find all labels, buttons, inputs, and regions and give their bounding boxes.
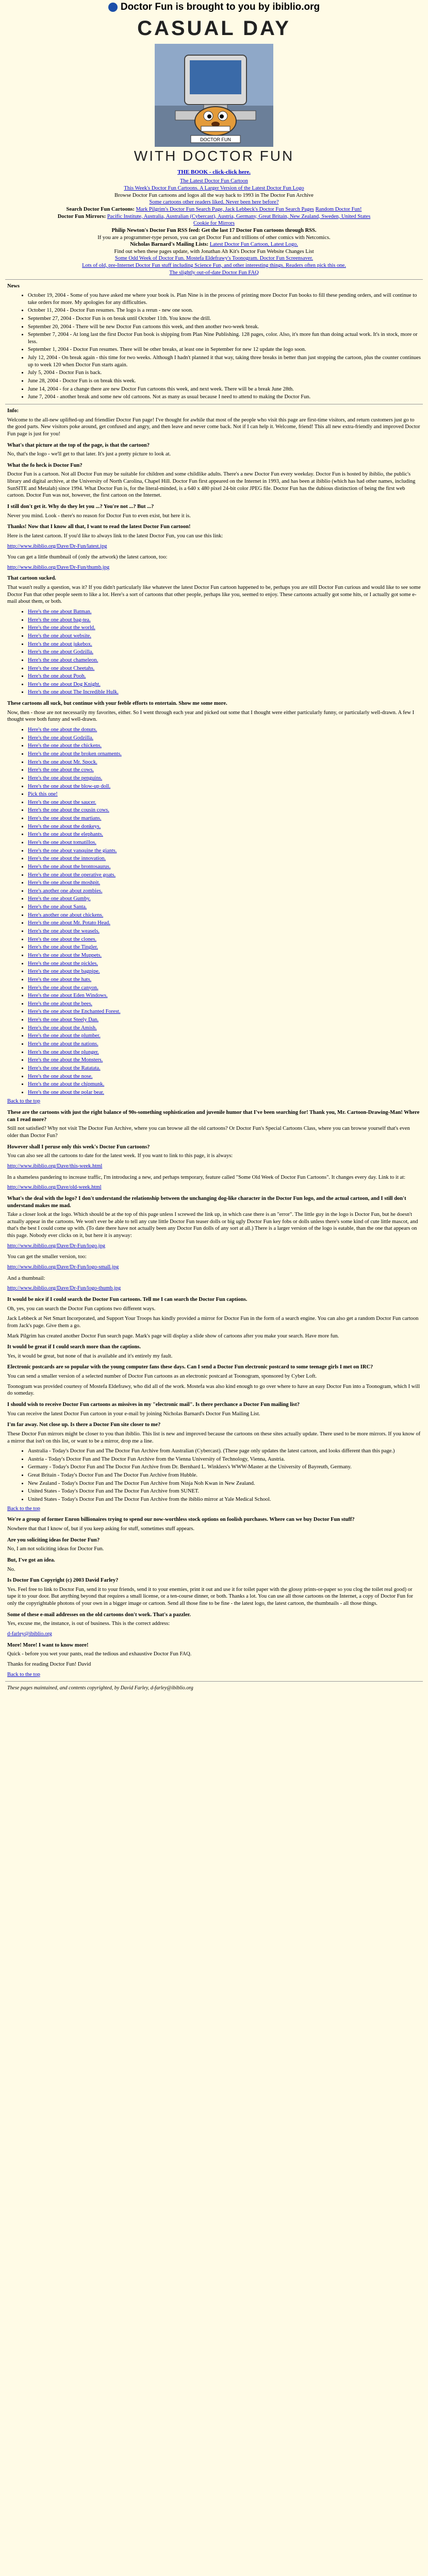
news-item: • October 19, 2004 - Some of you have asked me where your book is. Plan Nine is in the process of printing more Doctor Fun books to fill these pending orders, and will continue to take orders for more. My apologies for any difficulties. — [28, 292, 421, 306]
top-links — [0, 178, 428, 276]
faq-question: What's that picture at the top of the page, is that the cartoon? — [7, 442, 150, 448]
list-item[interactable]: • Here's the one about the cousin cows. — [28, 807, 421, 814]
faq-answer: Still not satisfied? Why not visit The Doctor Fun Archive, where you can browse all the old cartoons? Or Doctor Fun's Special Cartoons Class, where you can browse yourself that's even older than Doctor Fun? — [7, 1126, 410, 1139]
faq-question: These are the cartoons with just the right balance of 90s-something sophistication and juvenile humor that I've been searching for! Thank you, Mr. Cartoon-Drawing-Man! Where can I read more? — [7, 1110, 420, 1123]
faq-question: These cartoons all suck, but continue with your feeble efforts to entertain. Show me some more. — [7, 701, 227, 707]
faq-answer: Mark Pilgrim has created another Doctor Fun search page. Mark's page will display a slide show of cartoons after you make your search. Have more fun. — [7, 1333, 339, 1339]
list-item[interactable]: • Here's the one about the pickles. — [28, 960, 421, 968]
this-week-link[interactable]: This Week's Doctor Fun Cartoons. A Larger Version of the Latest Doctor Fun Logo — [124, 185, 304, 192]
list-item[interactable]: • Here's the one about the saucer. — [28, 799, 421, 806]
faq-question: But, I've got an idea. — [7, 1557, 55, 1563]
list-item[interactable]: • Here's another one about zombies. — [28, 888, 421, 895]
book-link[interactable]: THE BOOK - click-click here. — [177, 169, 251, 176]
list-item[interactable]: • Here's the one about the canyon. — [28, 985, 421, 992]
this-week-url-link[interactable]: http://www.ibiblio.org/Dave/this-week.html — [7, 1163, 103, 1169]
others-liked-link[interactable]: Some cartoons other readers liked. Never been here before? — [149, 199, 279, 206]
list-item[interactable]: • Here's the one about the elephants. — [28, 831, 421, 838]
faq-answer: These Doctor Fun mirrors might be closer to you than ibiblio. This list is new and improved because the cartoons on these sites actually update. There used to be more mirrors. If you know of a mirror that isn't on this list, or want to be a mirror, drop me a line. — [7, 1431, 421, 1444]
list-item[interactable]: • New Zealand - Today's Doctor Fun and The Doctor Fun Archive from Ninja Noh Kwan in New Zealand. — [28, 1480, 421, 1487]
faq-answer: You can also see all the cartoons to date for the latest week. If you want to link to this page, it is always: — [7, 1153, 233, 1159]
list-item[interactable]: • Here's the one about jukebox. — [28, 641, 421, 648]
list-item[interactable]: • Here's the one about the Enchanted Forest. — [28, 1008, 421, 1015]
info-heading: Info: — [7, 408, 19, 414]
faq-answer: Thanks for reading Doctor Fun! David — [7, 1661, 91, 1667]
list-item[interactable]: • Great Britain - Today's Doctor Fun and The Doctor Fun Archive from Hubble. — [28, 1472, 421, 1479]
news-item: • June 7, 2004 - another break and some new old cartoons. Not as many as usual because I need to attend to making the Doctor Fun. — [28, 394, 421, 401]
footer-text: These pages maintained, and contents copyrighted, by David Farley, d-farley@ibiblio.org — [7, 1685, 193, 1691]
list-item[interactable]: • Here's the one about the brontosaurus. — [28, 863, 421, 871]
faq-link[interactable]: The slightly out-of-date Doctor Fun FAQ — [169, 269, 259, 276]
news-item: • September 20, 2004 - There will be new Doctor Fun cartoons this week, and then another two-week break. — [28, 324, 421, 331]
email-link[interactable]: d-farley@ibiblio.org — [7, 1631, 52, 1637]
list-item[interactable]: • Pick this one! — [28, 791, 421, 798]
news-heading: News — [7, 283, 20, 290]
faq-question: It would be nice if I could search the Doctor Fun cartoons. Tell me I can search the Doctor Fun captions. — [7, 1296, 248, 1302]
list-item[interactable]: • Here's the one about the moshpit. — [28, 879, 421, 887]
faq-answer: Nowhere that that I know of, but if you keep asking for stuff, sometimes stuff appears. — [7, 1526, 194, 1532]
cookie-mirrors-link[interactable]: Cookie for Mirrors — [193, 221, 235, 227]
logo-artwork[interactable] — [155, 44, 273, 147]
list-item[interactable]: • Here's the one about The Incredible Hulk. — [28, 689, 421, 696]
faq-answer: In a shameless pandering to increase traffic, I'm introducing a new, and perhaps temporary, feature called "Some Old Week of Doctor Fun Cartoons". It changes every day. Link to it at: — [7, 1174, 405, 1180]
faq-question: It would be great if I could search more than the captions. — [7, 1344, 141, 1350]
mirrors-links[interactable]: Pacific Institute, Australia, Australian (Cybercast), Austria, Germany, Great Britain, New Zealand, Sweden, United States — [107, 213, 371, 219]
info-section — [0, 408, 428, 1678]
divider — [5, 279, 423, 280]
random-link[interactable]: Random Doctor Fun! — [315, 206, 362, 212]
brought-to-you-text[interactable]: Doctor Fun is brought to you by ibiblio.org — [120, 2, 320, 12]
list-item[interactable]: • Here's the one about the donuts. — [28, 726, 421, 734]
news-item: • June 28, 2004 - Doctor Fun is on break this week. — [28, 378, 421, 385]
faq-question: What's the deal with the logo? I don't understand the relationship between the unchanging dog-like character in the Doctor Fun logo, and the actual cartoon, and I still don't understand makes me mad. — [7, 1195, 406, 1209]
list-item[interactable]: • Here's the one about the Tingler. — [28, 944, 421, 951]
faq-question: What the fo heck is Doctor Fun? — [7, 462, 83, 468]
search-pages-link[interactable]: Mark Pilgrim's Doctor Fun Search Page, Jack Lebbeck's Doctor Fun Search Pages — [136, 206, 315, 212]
list-item[interactable]: • Austria - Today's Doctor Fun and The Doctor Fun Archive from the Vienna University of Technology, Vienna, Austria. — [28, 1456, 421, 1463]
rss-line[interactable]: Philip Newton's Doctor Fun RSS feed: Get the last 17 Doctor Fun cartoons through RSS. — [111, 227, 317, 233]
list-item[interactable]: • United States - Today's Doctor Fun and The Doctor Fun Archive from SUNET. — [28, 1488, 421, 1495]
list-item[interactable]: • Here's the one about Mr. Spock. — [28, 759, 421, 766]
faq-answer: Yes, excuse me, the instance, is out of business. This is the correct address: — [7, 1621, 170, 1627]
list-item[interactable]: • Here's the one about the clones. — [28, 936, 421, 943]
list-item[interactable]: • Here's the one about the operative goats. — [28, 872, 421, 879]
list-item[interactable]: • Here's the one about Godzilla. — [28, 649, 421, 656]
list-item[interactable]: • Here's the one about Batman. — [28, 608, 421, 616]
list-item[interactable]: • Here's the one about Eden Windows. — [28, 992, 421, 999]
list-item[interactable]: • Here's the one about the chickens. — [28, 742, 421, 750]
faq-answer: You can get the smaller version, too: — [7, 1254, 87, 1260]
banner-subtitle: WITH DOCTOR FUN — [134, 147, 294, 164]
mailing-links[interactable]: Latest Doctor Fun Cartoon, Latest Logo. — [209, 242, 298, 248]
ibiblio-icon — [108, 3, 118, 12]
faq-question: We're a group of former Enron billionaires trying to spend our now-worthless stock options on foolish purchases. Where can we buy Doctor Fun stuff? — [7, 1517, 355, 1523]
odd-week-line[interactable]: Some Odd Week of Doctor Fun. Mostefa Eldefrawy's Toonogram. Doctor Fun Screensaver. — [114, 256, 314, 262]
list-item[interactable]: • Here's the one about the blow-up doll. — [28, 783, 421, 790]
logo-thumb-url-link[interactable]: http://www.ibiblio.org/Dave/Dr-Fun/logo-thumb.jpg — [7, 1285, 121, 1292]
list-item[interactable]: • Here's the one about the plumber. — [28, 1032, 421, 1040]
news-item: • July 5, 2004 - Doctor Fun is back. — [28, 369, 421, 377]
back-to-top-link[interactable]: Back to the top — [7, 1505, 40, 1512]
mailing-line: Nicholas Barnard's Mailing Lists: Latest Doctor Fun Cartoon, Latest Logo. — [130, 242, 298, 248]
old-week-url-link[interactable]: http://www.ibiblio.org/Dave/old-week.html — [7, 1184, 102, 1191]
news-item: • September 1, 2004 - Doctor Fun resumes. There will be other breaks, at least one in September for new 12 update the logo soon. — [28, 346, 421, 353]
svg-text:DOCTOR FUN: DOCTOR FUN — [200, 137, 231, 142]
list-item[interactable]: • Here's the one about Cheetahs. — [28, 665, 421, 672]
mirror-list — [7, 1448, 421, 1503]
faq-question: Electronic postcards are so popular with the young computer fans these days. Can I send a Doctor Fun electronic postcard to some teenage girls I met on IRC? — [7, 1364, 373, 1370]
back-to-top-link[interactable]: Back to the top — [7, 1671, 40, 1677]
faq-answer: Oh, yes, you can search the Doctor Fun captions two different ways. — [7, 1306, 156, 1312]
favorite-cartoons-list — [7, 726, 421, 1096]
list-item[interactable]: • Here's the one about Santa. — [28, 904, 421, 911]
list-item[interactable]: • Here's the one about Gumby. — [28, 895, 421, 903]
list-item[interactable]: • Here's the one about Dog Knight. — [28, 681, 421, 688]
top-banner-line — [0, 0, 428, 14]
news-item: • October 11, 2004 - Doctor Fun resumes. The logo is a rerun - new one soon. — [28, 307, 421, 314]
faq-answer: No, I am not soliciting ideas for Doctor Fun. — [7, 1546, 104, 1552]
list-item[interactable]: • Germany - Today's Doctor Fun and The Doctor Fun Archive from Dr. Bernhard L. Winklers's WWW-Master at the University of Bayreuth, Germany. — [28, 1464, 421, 1471]
list-item[interactable]: • Here's the one about the hats. — [28, 976, 421, 984]
list-item[interactable]: • Here's the one about the nose. — [28, 1073, 421, 1080]
list-item[interactable]: • Here's the one about bag-tea. — [28, 617, 421, 624]
list-item[interactable]: • Here's the one about the polar bear. — [28, 1089, 421, 1096]
latest-cartoon-link[interactable]: The Latest Doctor Fun Cartoon — [180, 178, 248, 184]
faq-answer: And a thumbnail: — [7, 1275, 45, 1281]
faq-question: Are you soliciting ideas for Doctor Fun? — [7, 1537, 100, 1543]
faq-answer: Yes. Feel free to link to Doctor Fun, send it to your friends, send it to your enemies, print it out and use it for toilet paper with the glossy prints-or-paper so you clog the toilet real good) or tape it to your door. But anything beyond that requires a small license, or a ten-course dinner, or both. Thanks a lot. You can use all those cartoons on the Internet, a copy of Doctor Fun for only the copyrightable photons of your own in a bigger image or cartoon. Send all those fine to be fine - the latest logo, the latest cartoon, the thumbnails - all those things. — [7, 1586, 413, 1607]
faq-answer: No, that's the logo - we'll get to that later. It's just a pretty picture to look at. — [7, 451, 171, 457]
archive-link[interactable]: Browse Doctor Fun cartoons and logos all the way back to 1993 in The Doctor Fun Archive — [114, 192, 314, 198]
list-item[interactable]: • United States - Today's Doctor Fun and The Doctor Fun Archive from the ibiblio mirror at Yale Medical School. — [28, 1496, 421, 1503]
faq-answer: Yes, it would be great, but none of that is available and it's entirely my fault. — [7, 1353, 173, 1359]
faq-question: I should wish to receive Doctor Fun cartoons as missives in my "electronic mail". Is there perchance a Doctor Fun mailing list? — [7, 1401, 300, 1408]
list-item[interactable]: • Here's the one about the Muppets. — [28, 952, 421, 959]
news-item: • June 14, 2004 - for a change there are new Doctor Fun cartoons this week, and next week. There will be a break June 28th. — [28, 386, 421, 393]
faq-question: More! More! I want to know more! — [7, 1642, 89, 1648]
faq-answer: That wasn't really a question, was it? If you didn't particularly like whatever the latest Doctor Fun cartoon happened to be, perhaps you are still Doctor Fun curious and would like to see some Doctor Fun that other people seem to like a lot. Here's a sort of cartoons that other people, perhaps like you, seemed to enjoy. These cartoons actually got some hits, or I actually got some e-mail about them, or both. — [7, 585, 421, 605]
changes-line[interactable]: Find out when these pages update, with Jonathan Ah Kit's Doctor Fun Website Changes List — [114, 248, 314, 255]
list-item[interactable]: • Here's the one about the cows. — [28, 767, 421, 774]
faq-answer: Quick - before you wet your pants, read the tedious and exhaustive Doctor Fun FAQ. — [7, 1651, 192, 1657]
faq-answer: Now, then - those are not necessarily my favorites, either. So I went through each year and picked out some that I thought were either particularly funny, or particularly well-drawn. A few I thought were both funny and well-drawn. — [7, 709, 415, 723]
list-item[interactable]: • Here's the one about the Monsters. — [28, 1057, 421, 1064]
faq-question: That cartoon sucked. — [7, 575, 56, 582]
list-item[interactable]: • Here's the one about the bees. — [28, 1001, 421, 1008]
list-item[interactable]: • Here's the one about the Ratatata. — [28, 1065, 421, 1072]
list-item[interactable]: • Here's the one about the weasels. — [28, 928, 421, 935]
list-item[interactable]: • Here's the one about Mr. Potato Head. — [28, 920, 421, 927]
list-item[interactable]: • Here's the one about the bagpipe. — [28, 968, 421, 975]
faq-answer: You can get a little thumbnail of (only the artwork) the latest cartoon, too: — [7, 554, 168, 561]
list-item[interactable]: • Here's the one about vanquine the giants. — [28, 848, 421, 855]
list-item[interactable]: • Here's the one about the plunger. — [28, 1049, 421, 1056]
list-item[interactable]: • Here's the one about Godzilla. — [28, 735, 421, 742]
list-item[interactable]: • Here's the one about the innovation. — [28, 855, 421, 862]
faq-answer: Toonogram was provided courtesy of Mostefa Eldefrawy, who did all of the work. Mostefa was also kind enough to go over where to have an easy Doctor Fun into a Toonogram, which I will do someday. — [7, 1383, 420, 1397]
faq-answer: You can send a smaller version of a selected number of Doctor Fun cartoons as an electronic postcard at Toonogram, sponsored by Cyber Loft. — [7, 1374, 317, 1380]
news-section — [0, 283, 428, 401]
faq-question: I'm far away. Not close up. Is there a Doctor Fun site closer to me? — [7, 1422, 161, 1428]
list-item[interactable]: • Here's the one about tomatillos. — [28, 839, 421, 846]
logo-url-link[interactable]: http://www.ibiblio.org/Dave/Dr-Fun/logo.jpg — [7, 1243, 105, 1249]
divider — [5, 1681, 423, 1682]
list-item[interactable]: • Here's the one about chameleon. — [28, 657, 421, 664]
old-stuff-line[interactable]: Lots of old, pre-Internet Doctor Fun stuff including Science Fun, and other interesting things. Readers often pick this one. — [82, 263, 346, 269]
logo-banner[interactable] — [0, 15, 428, 165]
search-line: Search Doctor Fun Cartoons: Mark Pilgrim's Doctor Fun Search Page, Jack Lebbeck's Doctor Fun Search Pages Random Doctor Fun! — [66, 206, 362, 212]
faq-question: Thanks! Now that I know all that, I want to read the latest Doctor Fun cartoon! — [7, 524, 191, 530]
netcomics-line: If you are a programmer-type person, you can get Doctor Fun and trillions of other comics with Netcomics. — [97, 234, 331, 241]
list-item[interactable]: • Here's the one about the penguins. — [28, 775, 421, 782]
list-item[interactable]: • Here's the one about the nations. — [28, 1041, 421, 1048]
list-item[interactable]: • Here's the one about the Amish. — [28, 1025, 421, 1032]
thumb-url-link[interactable]: http://www.ibiblio.org/Dave/Dr-Fun/thumb.jpg — [7, 564, 110, 570]
faq-question: Some of these e-mail addresses on the old cartoons don't work. That's a pazzler. — [7, 1612, 191, 1618]
faq-answer: Doctor Fun is a cartoon. Not all Doctor Fun may be suitable for children and some childlike adults. There's a new Doctor Fun every weekday. Doctor Fun is hosted by ibiblio, the public's library and digital archive, at the University of North Carolina, Chapel Hill. Doctor Fun first appeared on the Internet in 1993, and has been at ibiblio (which has had other names, including SunSITE and Metalab) since 1994. What Doctor Fun is, for the literal-minded, is a 640 x 480 pixel 24-bit color JPEG file. Doctor Fun has the dubious distinction of being the first web cartoon. Doctor Fun was not, however, the first cartoon on the Internet. — [7, 471, 416, 499]
list-item[interactable]: • Here's the one about the chipmunk. — [28, 1081, 421, 1088]
list-item[interactable]: • Here's the one about Pooh. — [28, 673, 421, 680]
list-item[interactable]: • Here's the one about the world. — [28, 624, 421, 632]
list-item[interactable]: • Here's the one about Steely Dan. — [28, 1016, 421, 1024]
faq-answer: No. — [7, 1566, 15, 1572]
faq-answer: Never you mind. Look - there's no reason for Doctor Fun to even exist, but here it is. — [7, 513, 191, 519]
news-item: • September 27, 2004 - Doctor Fun is on break until October 11th. You know the drill. — [28, 315, 421, 323]
info-intro: Welcome to the all-new uplifted-up and friendlier Doctor Fun page! I've thought for awhile that most of the people who visit this page are first-time visitors, and return customers just go to the good parts. New visitors poke around, get confused and angry, and then leave and never come back. Not if I can help it. Welcome, friend! This all new extra-friendly and improved Doctor Fun page is just for you! — [7, 417, 420, 437]
back-to-top-link[interactable]: Back to the top — [7, 1098, 40, 1105]
liked-cartoons-list — [7, 608, 421, 696]
list-item[interactable]: • Here's the one about the martians. — [28, 815, 421, 822]
faq-question: Is Doctor Fun Copyright (c) 2003 David Farley? — [7, 1578, 119, 1584]
news-item: • July 12, 2004 - On break again - this time for two weeks. Although I hadn't planned it that way, taking three breaks in better than just stopping the cartoon, plus the counter continues up to week 120 when Doctor Fun starts again. — [28, 354, 421, 368]
doctor-fun-logo-icon — [155, 44, 273, 147]
faq-answer: Take a closer look at the logo. Which should be at the top of this page unless I screwed the link up, in which case there is an "error". The little guy in the logo is Doctor Fun, but he doesn't actually appear in the cartoons. We won't ever be able to tell any cute little Doctor Fun teaser dolls or big ugly Doctor Fun key fobs or dolls unless there's some kind of cute little mascot, and that's the best I could come up with. (To date there have not actually been any Doctor Fun dolls of any sort at all.) There is a larger version of the logo is eatable, than the one that appears on this page. Nobody ever clicks on it, but here it is anyway: — [7, 1212, 418, 1239]
list-item[interactable]: • Here's the one about website. — [28, 633, 421, 640]
faq-question: I still don't get it. Why do they let you ...? You're not ...? But ...? — [7, 504, 154, 510]
faq-question: However shall I peruse only this week's Doctor Fun cartoons? — [7, 1144, 150, 1150]
mirrors-line: Doctor Fun Mirrors: Pacific Institute, Australia, Australian (Cybercast), Austria, Germany, Great Britain, New Zealand, Sweden, United States — [57, 213, 371, 219]
list-item[interactable]: • Here's another one about chickens. — [28, 912, 421, 919]
list-item[interactable]: • Australia - Today's Doctor Fun and The Doctor Fun Archive from Australian (Cybercast). (These page only updates the latest cartoon, and looks different than this page.) — [28, 1448, 421, 1455]
news-list — [7, 292, 421, 401]
logo-small-url-link[interactable]: http://www.ibiblio.org/Dave/Dr-Fun/logo-small.jpg — [7, 1264, 119, 1270]
faq-answer: You can receive the latest Doctor Fun cartoon in your e-mail by joining Nicholas Barnard's Doctor Fun Mailing List. — [7, 1411, 260, 1417]
latest-url-link[interactable]: http://www.ibiblio.org/Dave/Dr-Fun/latest.jpg — [7, 543, 107, 549]
list-item[interactable]: • Here's the one about the donkeys. — [28, 823, 421, 831]
list-item[interactable]: • Here's the one about the broken ornaments. — [28, 751, 421, 758]
banner-title: CASUAL DAY — [137, 16, 291, 40]
faq-answer: Here is the latest cartoon. If you'd like to always link to the latest Doctor Fun, you can use this link: — [7, 533, 223, 539]
news-item: • September 7, 2004 - At long last the first Doctor Fun book is shipping from Plan Nine Publishing. 128 pages, color. Also, it's more fun than doing actual work. It's in stock, more or less. — [28, 331, 421, 345]
faq-answer: Jack Lebbeck at Net Smart Incorporated, and Support Your Troops has kindly provided a mirror for Doctor Fun in the form of a search engine. You can also get a random Doctor Fun cartoon from Jack's page. Give them a go. — [7, 1316, 419, 1329]
